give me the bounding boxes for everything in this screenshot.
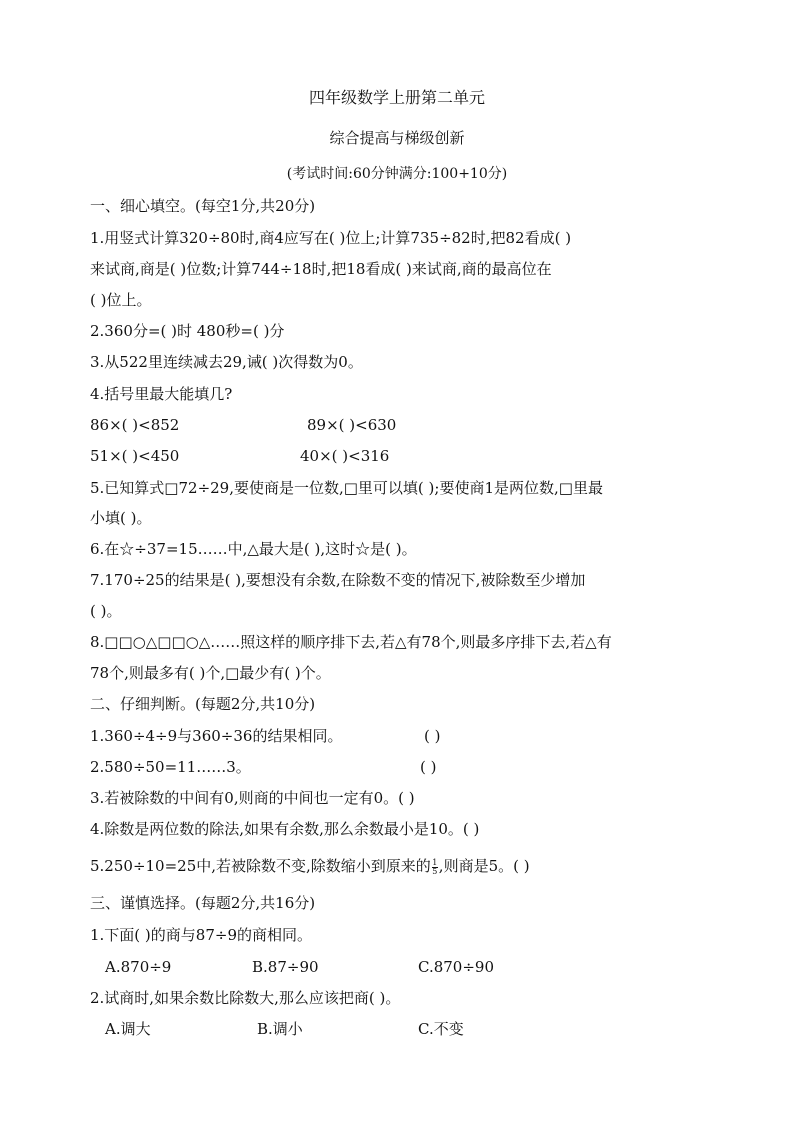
s1-q5-line2: 小填( )。 (90, 509, 152, 527)
s2-q2-answer-paren: ( ) (420, 758, 437, 776)
worksheet-title: 四年级数学上册第二单元 (308, 88, 485, 107)
exam-info: (考试时间:60分钟满分:100+10分) (286, 166, 508, 182)
s1-q1-line1: 1.用竖式计算320÷80时,商4应写在( )位上;计算735÷82时,把82看成( ) (90, 229, 572, 247)
s3-q1-option-c: C.870÷90 (418, 958, 494, 976)
fraction-one-fifth (432, 859, 438, 876)
s1-q7-line1: 7.170÷25的结果是( ),要想没有余数,在除数不变的情况下,被除数至少增加 (90, 571, 586, 589)
s2-q4: 4.除数是两位数的除法,如果有余数,那么余数最小是10。( ) (90, 820, 480, 838)
section2-heading: 二、仔细判断。(每题2分,共10分) (90, 695, 316, 713)
s1-q5-line1: 5.已知算式□72÷29,要使商是一位数,□里可以填( );要使商1是两位数,□里最 (90, 479, 603, 497)
s1-q4: 4.括号里最大能填几? (90, 385, 233, 403)
s2-q5-text-pre: 5.250÷10=25中,若被除数不变,除数缩小到原来的 (90, 857, 431, 875)
s1-q2: 2.360分=( )时 480秒=( )分 (90, 322, 285, 340)
s3-q2: 2.试商时,如果余数比除数大,那么应该把商( )。 (90, 989, 401, 1007)
s1-q4-d: 40×( )<316 (300, 447, 390, 465)
s3-q1-option-b: B.87÷90 (252, 958, 319, 976)
s2-q1-answer-paren: ( ) (424, 727, 441, 745)
s1-q8-line2: 78个,则最多有( )个,□最少有( )个。 (90, 664, 331, 682)
s2-q5-text-post: ,则商是5。( ) (438, 857, 530, 875)
s3-q2-option-b: B.调小 (257, 1020, 303, 1038)
s1-q4-a: 86×( )<852 (90, 416, 180, 434)
s1-q4-c: 51×( )<450 (90, 447, 180, 465)
s3-q2-option-c: C.不变 (418, 1020, 464, 1038)
s1-q1-line3: ( )位上。 (90, 291, 152, 309)
s1-q3: 3.从522里连续减去29,诫( )次得数为0。 (90, 353, 363, 371)
s3-q1-option-a: A.870÷9 (105, 958, 172, 976)
s2-q1: 1.360÷4÷9与360÷36的结果相同。 (90, 727, 343, 745)
s1-q1-line2: 来试商,商是( )位数;计算744÷18时,把18看成( )来试商,商的最高位在 (90, 260, 552, 278)
worksheet-subtitle: 综合提高与梯级创新 (329, 129, 465, 147)
fraction-numerator: 1 (432, 857, 438, 867)
s2-q5 (90, 856, 530, 876)
s1-q6: 6.在☆÷37=15……中,△最大是( ),这时☆是( )。 (90, 540, 417, 558)
s2-q2: 2.580÷50=11……3。 (90, 758, 251, 776)
s1-q4-b: 89×( )<630 (307, 416, 397, 434)
s1-q8-line1: 8.□□○△□□○△……照这样的顺序排下去,若△有78个,则最多序排下去,若△有 (90, 633, 612, 651)
s3-q1: 1.下面( )的商与87÷9的商相同。 (90, 926, 312, 944)
s1-q7-line2: ( )。 (90, 602, 122, 620)
section1-heading: 一、细心填空。(每空1分,共20分) (90, 197, 316, 215)
fraction-denominator: 5 (432, 866, 438, 876)
section3-heading: 三、谨慎选择。(每题2分,共16分) (90, 894, 316, 912)
s3-q2-option-a: A.调大 (105, 1020, 151, 1038)
s2-q3: 3.若被除数的中间有0,则商的中间也一定有0。( ) (90, 789, 415, 807)
